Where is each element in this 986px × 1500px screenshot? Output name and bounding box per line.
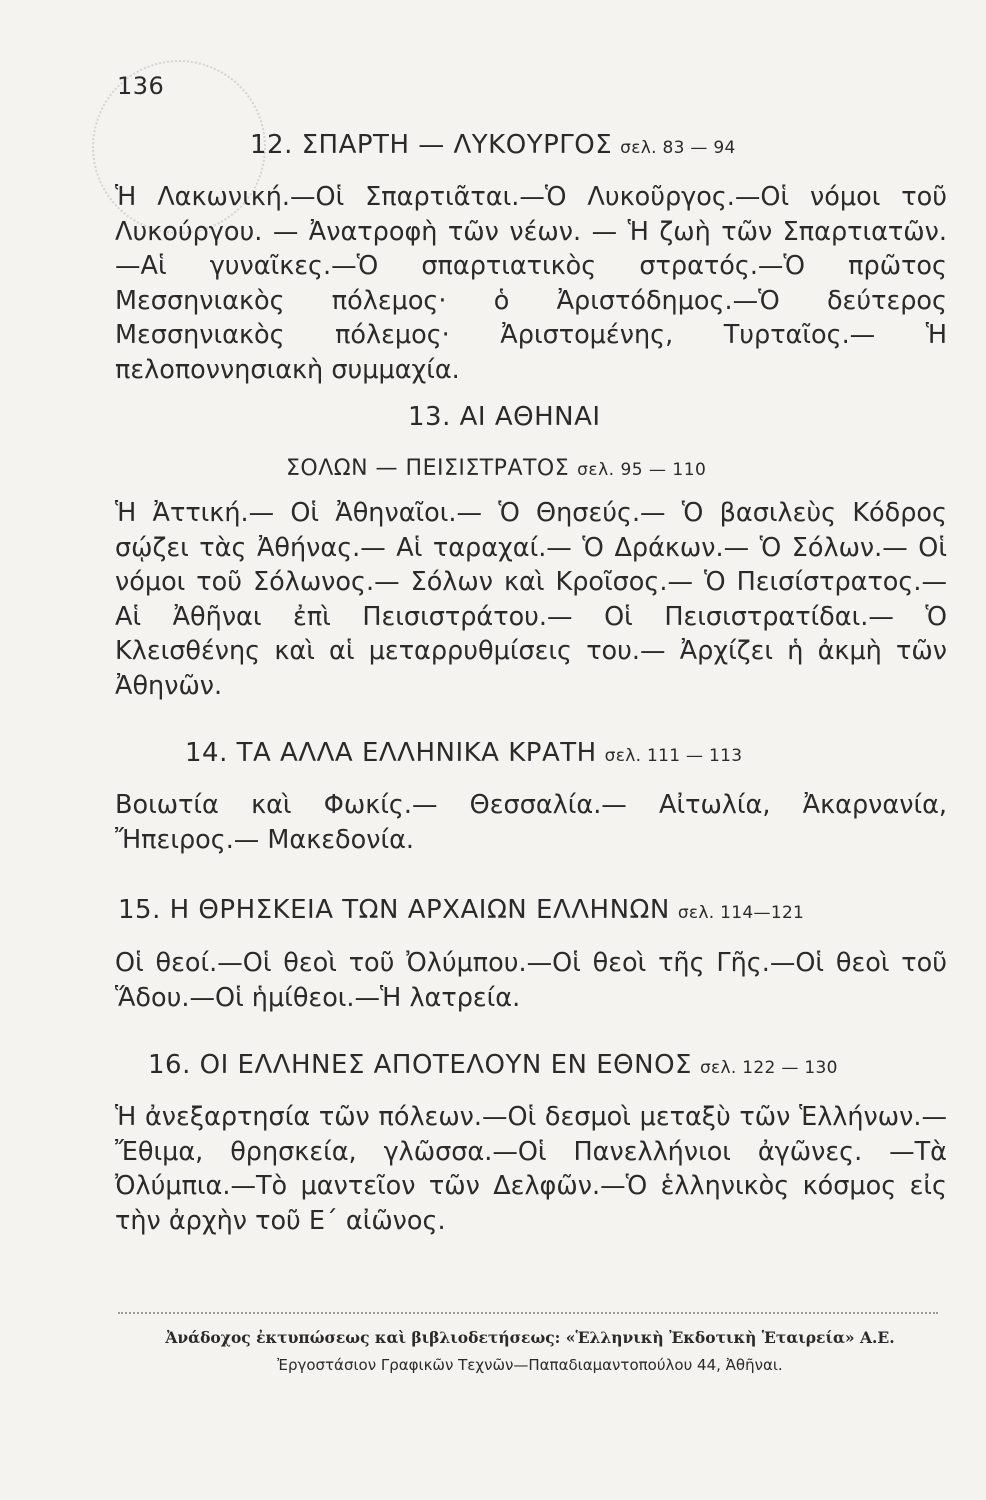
section-13-heading xyxy=(408,402,601,432)
section-14-text: Βοιωτία καὶ Φωκίς.— Θεσσαλία.— Αἰτωλία, Ἀκαρνανία, Ἤπειρος.— Μακεδονία. xyxy=(115,790,947,855)
page-number: 136 xyxy=(117,72,165,100)
section-15-text: Οἱ θεοί.—Οἱ θεοὶ τοῦ Ὀλύμπου.—Οἱ θεοὶ τῆς Γῆς.—Οἱ θεοὶ τοῦ Ἅδου.—Οἱ ἡμίθεοι.—Ἡ λατρεία. xyxy=(115,948,947,1013)
section-16-text: Ἡ ἀνεξαρτησία τῶν πόλεων.—Οἱ δεσμοὶ μεταξὺ τῶν Ἑλλήνων.—Ἔθιμα, θρησκεία, γλῶσσα.—Οἱ Πανελλήνιοι ἀγῶνες. —Τὰ Ὀλύμπια.—Τὸ μαντεῖον τῶν Δελφῶν.—Ὁ ἑλληνικὸς κόσμος εἰς τὴν ἀρχὴν τοῦ Ε΄ αἰῶνος. xyxy=(115,1102,947,1236)
section-13-text: Ἡ Ἀττική.— Οἱ Ἀθηναῖοι.— Ὁ Θησεύς.— Ὁ βασιλεὺς Κόδρος σῴζει τὰς Ἀθήνας.— Αἱ ταραχαί.— Ὁ Δράκων.— Ὁ Σόλων.— Οἱ νόμοι τοῦ Σόλωνος.— Σόλων καὶ Κροῖσος.— Ὁ Πεισίστρατος.— Αἱ Ἀθῆναι ἐπὶ Πεισιστράτου.— Οἱ Πεισιστρατίδαι.— Ὁ Κλεισθένης καὶ αἱ μεταρρυθμίσεις του.— Ἀρχίζει ἡ ἀκμὴ τῶν Ἀθηνῶν. xyxy=(115,498,947,701)
footer-divider xyxy=(118,1312,938,1314)
section-13-subheading xyxy=(286,456,706,481)
printer-credit: Ἀνάδοχος ἐκτυπώσεως καὶ βιβλιοδετήσεως: «Ἑλληνικὴ Ἐκδοτικὴ Ἑταιρεία» Α.Ε. xyxy=(165,1328,895,1347)
section-16-pages: σελ. 122 — 130 xyxy=(699,1058,838,1078)
section-14-heading xyxy=(185,738,742,768)
section-13-subtitle: ΣΟΛΩΝ — ΠΕΙΣΙΣΤΡΑΤΟΣ xyxy=(286,456,570,481)
section-15-pages: σελ. 114—121 xyxy=(677,903,805,923)
section-12-pages: σελ. 83 — 94 xyxy=(620,138,736,158)
section-12-text: Ἡ Λακωνική.—Οἱ Σπαρτιᾶται.—Ὁ Λυκοῦργος.—Οἱ νόμοι τοῦ Λυκούργου. — Ἀνατροφὴ τῶν νέων. — Ἡ ζωὴ τῶν Σπαρτιατῶν.—Αἱ γυναῖκες.—Ὁ σπαρτιατικὸς στρατός.—Ὁ πρῶτος Μεσσηνιακὸς πόλεμος· ὁ Ἀριστόδημος.—Ὁ δεύτερος Μεσσηνιακὸς πόλεμος· Ἀριστομένης, Τυρταῖος.— Ἡ πελοποννησιακὴ συμμαχία. xyxy=(115,182,947,385)
printer-address: Ἐργοστάσιον Γραφικῶν Τεχνῶν—Παπαδιαμαντοπούλου 44, Ἀθῆναι. xyxy=(277,1356,783,1374)
section-15-title: 15. Η ΘΡΗΣΚΕΙΑ ΤΩΝ ΑΡΧΑΙΩΝ ΕΛΛΗΝΩΝ xyxy=(118,895,670,925)
section-13-title: 13. ΑΙ ΑΘΗΝΑΙ xyxy=(408,402,601,432)
section-14-title: 14. ΤΑ ΑΛΛΑ ΕΛΛΗΝΙΚΑ ΚΡΑΤΗ xyxy=(185,738,597,768)
section-12-title: 12. ΣΠΑΡΤΗ — ΛΥΚΟΥΡΓΟΣ xyxy=(250,130,613,160)
section-14-pages: σελ. 111 — 113 xyxy=(604,746,743,766)
section-16-title: 16. ΟΙ ΕΛΛΗΝΕΣ ΑΠΟΤΕΛΟΥΝ ΕΝ ΕΘΝΟΣ xyxy=(148,1050,692,1080)
section-12-heading xyxy=(250,130,736,160)
section-13-pages: σελ. 95 — 110 xyxy=(577,460,707,480)
section-15-heading xyxy=(118,895,804,925)
section-16-heading xyxy=(148,1050,838,1080)
